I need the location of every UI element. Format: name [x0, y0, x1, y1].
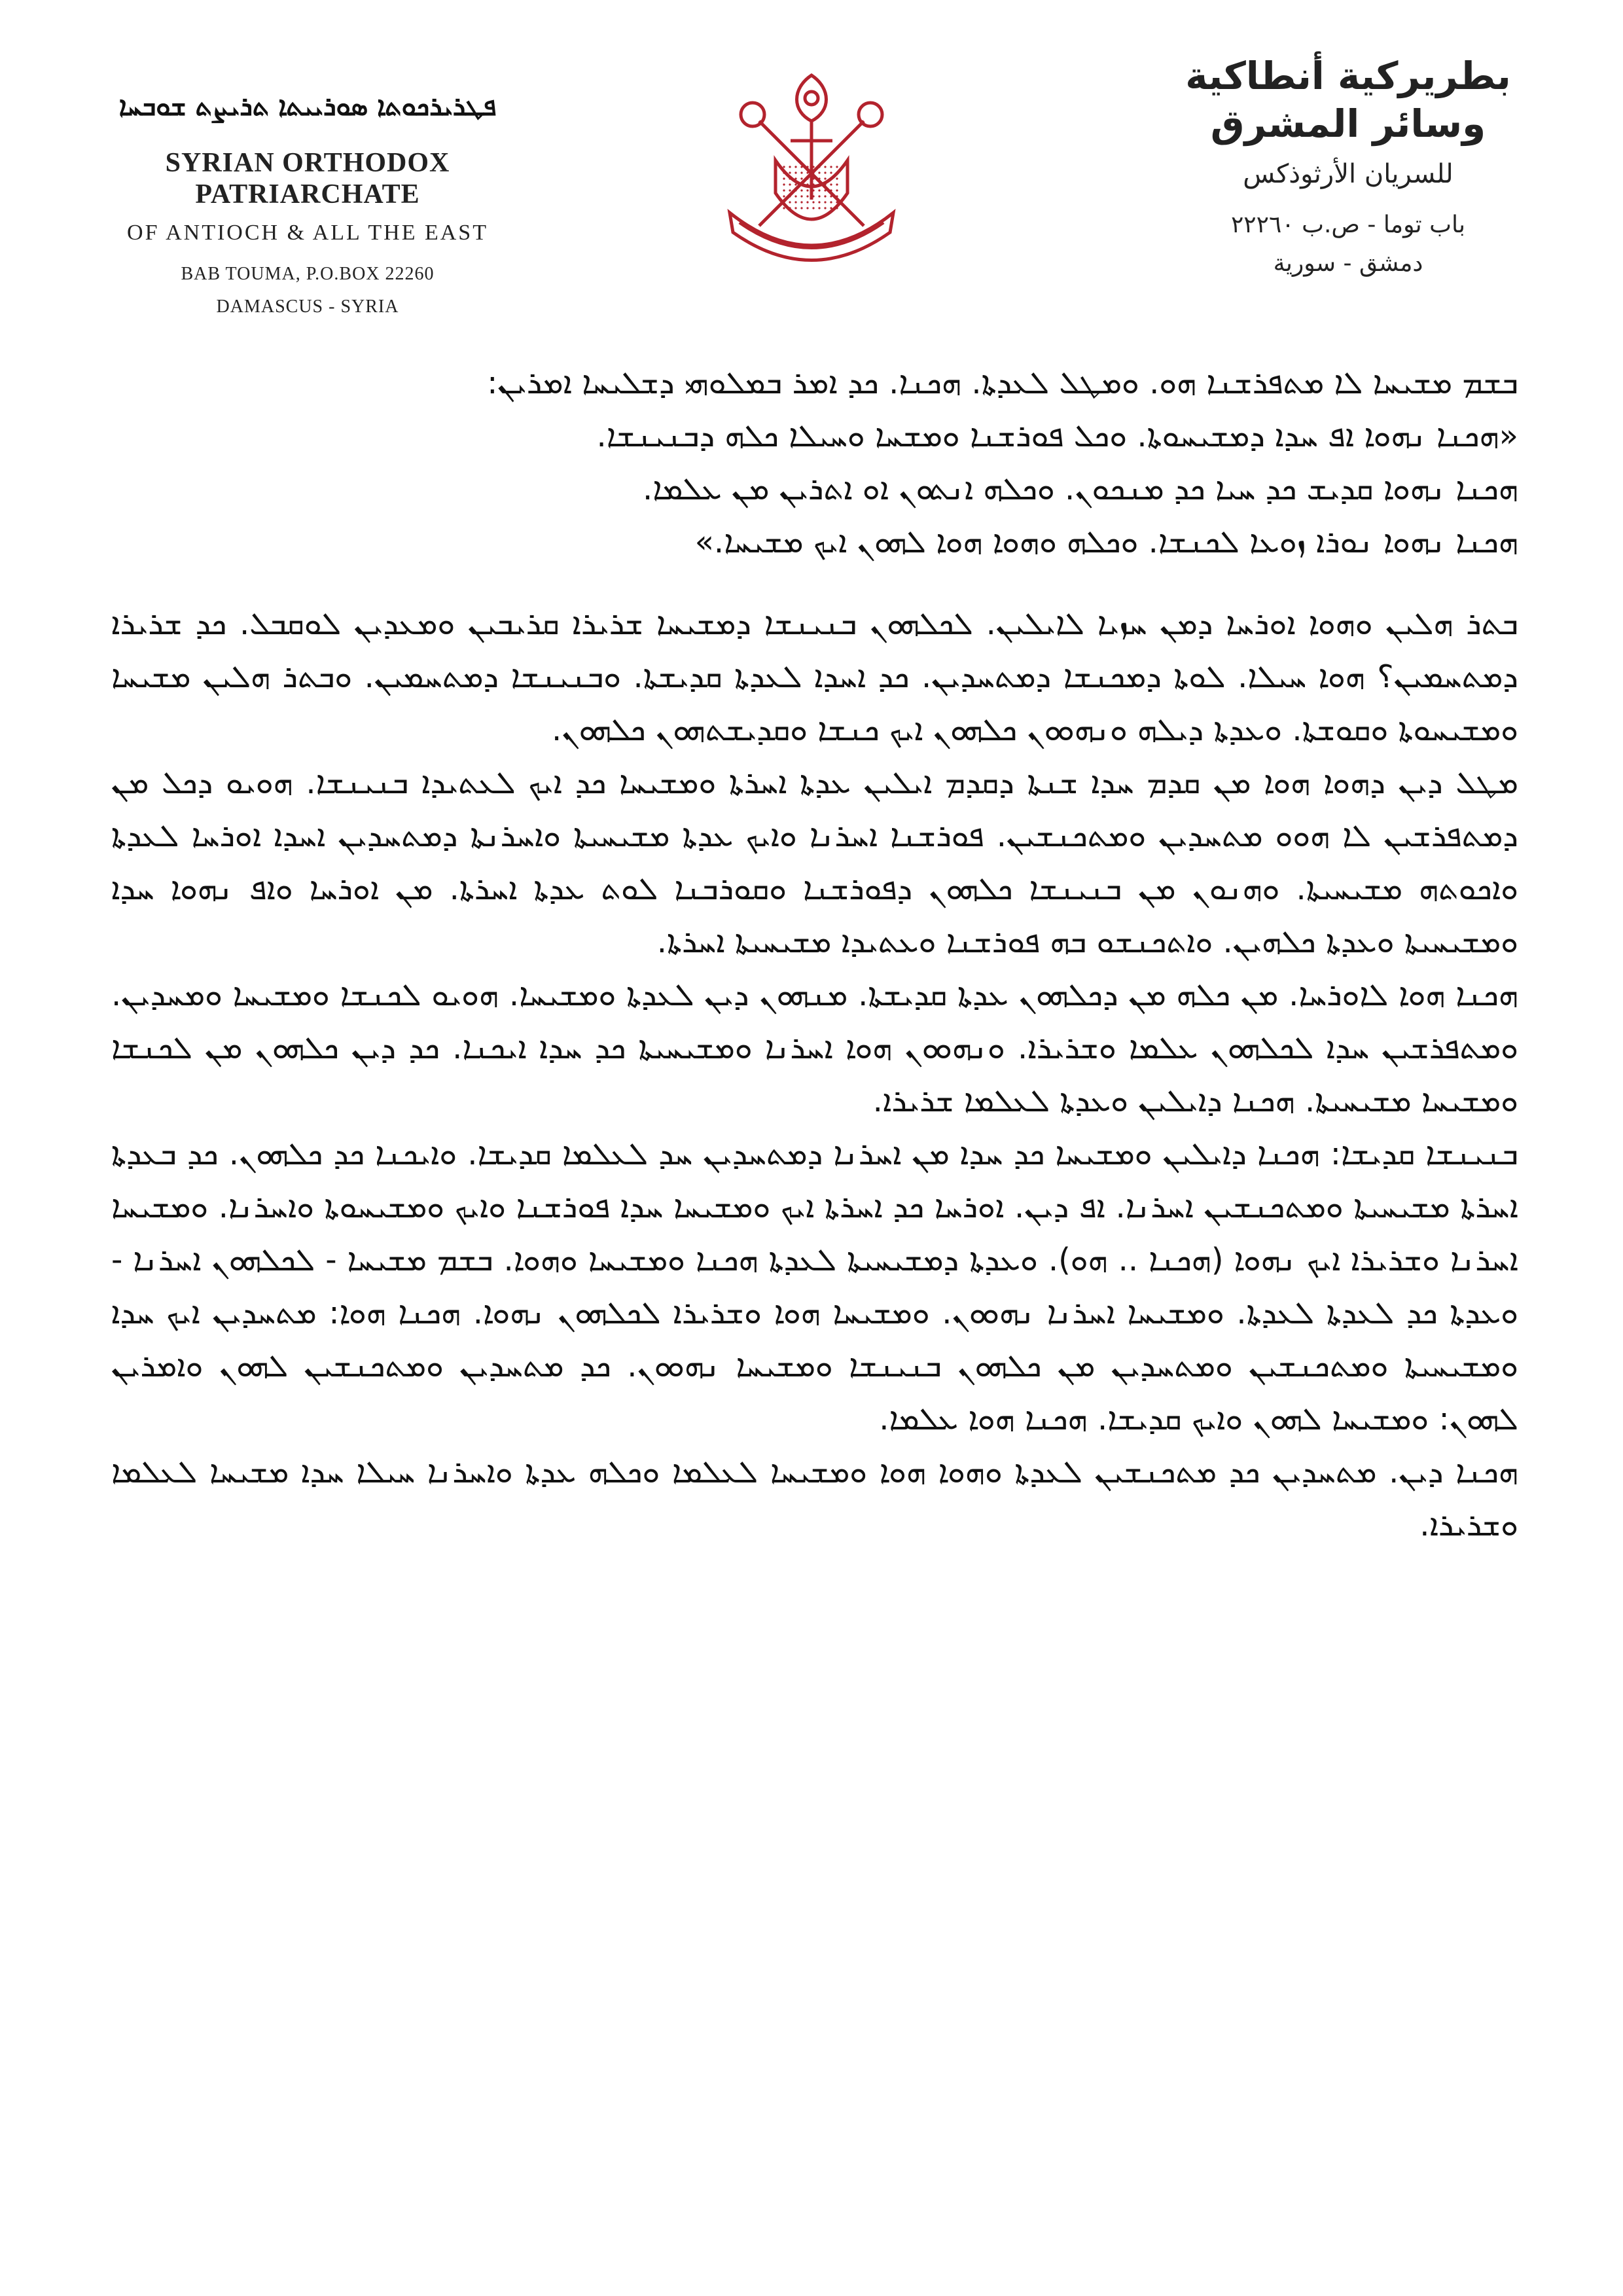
syriac-title: ܦܛܪܝܪܟܘܬܐ ܣܘܪܝܝܬܐ ܬܪܝܨܬ ܫܘܒܚܐ	[118, 92, 497, 122]
english-header	[79, 147, 537, 329]
body-line-1: ܒܫܡ ܡܫܝܚܐ ܠܐ ܡܬܦܪܫܢܐ ܗܘ. ܘܡܛܠ ܠܥܕܬܐ. ܗܟܢܐ. ܟܕ ܐܡܪ ܒܡܠܘܗܝ ܕܫܠܝܚܐ ܐܡܪܝܢ:	[487, 365, 1518, 401]
letter-body	[111, 357, 1518, 2032]
body-paragraph-5: ܒܢܝܢܫܐ ܩܕܝܫܐ: ܗܟܢܐ ܕܐܝܠܝܢ ܘܡܫܝܚܐ ܟܕ ܚܕܐ ܡܢ ܐܚܪܢܐ ܕܡܬܚܕܝܢ ܚܕ ܠܥܠܡܐ ܩܕܝܫܐ. ܘܐܝܟܢܐ ܟܕ ܟܠܗܘܢ. ܟܕ ܒܥܕܬܐ ܐܚܪܬܐ ܡܫܝܚܝܬܐ ܘܡܬܟܢܫܝܢ ܐܚܪܢܐ. ܐܦ ܕܝܢ. ܐܘܪܚܐ ܟܕ ܐܚܪܬܐ ܐܝܟ ܘܡܫܝܚܐ ܚܕܐ ܦܘܪܫܢܐ ܘܐܝܟ ܘܡܫܝܚܘܬܐ ܘܐܚܪܢܐ. ܘܡܫܝܚܐ ܐܚܪܢܐ ܘܫܪܝܪܐ ܐܝܟ ܢܗܘܐ (ܗܟܢܐ .. ܗܘ). ܘܥܕܬܐ ܕܡܫܝܚܝܬܐ ܠܥܕܬܐ ܗܟܢܐ ܘܡܫܝܚܐ ܘܗܘܐ. ܒܫܡ ܡܫܝܚܐ - ܠܟܠܗܘܢ ܐܚܪܢܐ - ܘܥܕܬܐ ܟܕ ܠܥܕܬܐ ܠܥܕܬܐ. ܘܡܫܝܚܐ ܐܚܪܢܐ ܢܗܘܘܢ. ܘܡܫܝܚܐ ܗܘܐ ܘܫܪܝܪܐ ܠܟܠܗܘܢ ܢܗܘܐ. ܗܟܢܐ ܗܘܐ: ܡܬܚܕܝܢ ܐܝܟ ܚܕܐ ܘܡܫܝܚܝܬܐ ܘܡܬܟܢܫܝܢ ܘܡܬܚܕܝܢ ܡܢ ܟܠܗܘܢ ܒܢܝܢܫܐ ܘܡܫܝܚܐ ܢܗܘܘܢ. ܟܕ ܡܬܚܕܝܢ ܘܡܬܟܢܫܝܢ ܠܗܘܢ ܘܐܡܪܝܢ ܠܗܘܢ: ܘܡܫܝܚܐ ܠܗܘܢ ܘܐܝܟ ܩܕܝܫܐ. ܗܟܢܐ ܗܘܐ ܥܠܡܐ.	[111, 1136, 1518, 1437]
body-line-4: ܗܟܢܐ ܢܗܘܐ ܢܘܪܐ ܙܘܥܐ ܠܟܢܫܐ. ܘܟܠܗ ܘܗܘܐ ܗܘܐ ܠܗܘܢ ܐܝܟ ܡܫܝܚܐ.»	[694, 524, 1518, 560]
arabic-title: بطريركية أنطاكية وسائر المشرق	[1185, 54, 1511, 146]
english-address-line1: BAB TOUMA, P.O.BOX 22260	[181, 264, 435, 284]
english-address-line2: DAMASCUS - SYRIA	[216, 296, 399, 317]
body-paragraph-6: ܗܟܢܐ ܕܝܢ. ܡܬܚܕܝܢ ܟܕ ܡܬܟܢܫܝܢ ܠܥܕܬܐ ܘܗܘܐ ܗܘܐ ܘܡܫܝܚܐ ܠܥܠܡܐ ܘܟܠܗ ܥܕܬܐ ܘܐܚܪܢܐ ܚܝܠܐ ܚܕܐ ܡܫܝܚܐ ܠܥܠܡܐ ܘܫܪܝܪܐ.	[111, 1454, 1518, 1543]
body-paragraph-4: ܗܟܢܐ ܗܘܐ ܠܐܘܪܚܐ. ܡܢ ܟܠܗ ܡܢ ܕܟܠܗܘܢ ܥܕܬܐ ܩܕܝܫܬܐ. ܡܢܗܘܢ ܕܝܢ ܠܥܕܬܐ ܘܡܫܝܚܐ. ܗܘܝܘ ܠܟܢܫܐ ܘܡܫܝܚܐ ܘܡܚܕܝܢ. ܘܡܬܦܪܫܝܢ ܚܕܐ ܠܟܠܗܘܢ ܥܠܡܐ ܘܫܪܝܪܐ. ܘܢܗܘܘܢ ܗܘܐ ܐܚܪܢܐ ܘܡܫܝܚܝܬܐ ܟܕ ܚܕܐ ܐܝܟܢܐ. ܟܕ ܕܝܢ ܟܠܗܘܢ ܡܢ ܠܟܢܫܐ ܘܡܫܝܚܐ ܡܫܝܚܝܬܐ. ܗܟܢܐ ܕܐܝܠܝܢ ܘܥܕܬܐ ܠܥܠܡܐ ܫܪܝܪܐ.	[111, 977, 1518, 1119]
letterhead	[0, 0, 1623, 327]
english-subtitle: OF ANTIOCH & ALL THE EAST	[127, 221, 488, 245]
english-title: SYRIAN ORTHODOX PATRIARCHATE	[165, 148, 450, 209]
body-line-3: ܗܟܢܐ ܢܗܘܐ ܩܕܝܫ ܟܕ ܚܝܐ ܟܕ ܡܢܟܘܢ. ܘܟܠܗ ܐܢܬܘܢ ܐܘ ܐܬܪܝܢ ܡܢ ܥܠܡܐ.	[642, 471, 1518, 507]
arabic-header	[1152, 52, 1544, 289]
arabic-address-line1: باب توما - ص.ب ٢٢٢٦٠	[1230, 211, 1466, 238]
body-paragraph-2: ܒܬܪ ܗܠܝܢ ܘܗܘܐ ܐܘܪܚܐ ܕܡܢ ܚܙܝܐ ܠܐܝܠܝܢ. ܠܟܠܗܘܢ ܒܢܝܢܫܐ ܕܡܫܝܚܐ ܫܪܝܪܐ ܩܪܝܒܝܢ ܘܡܥܕܝܢ ܠܘܩܒܠ. ܟܕ ܫܪܝܪܐ ܕܡܬܚܡܝܢ؟ ܗܘܐ ܚܝܠܐ. ܠܘܬܐ ܕܡܟܢܫܐ ܕܡܬܚܕܝܢ. ܟܕ ܐܚܕܐ ܠܥܕܬܐ ܩܕܝܫܬܐ. ܘܒܢܝܢܫܐ ܕܡܬܚܡܝܢ. ܘܒܬܪ ܗܠܝܢ ܡܫܝܚܐ ܘܡܫܝܚܘܬܐ ܘܩܘܫܬܐ. ܘܥܕܬܐ ܕܝܠܗ ܘܢܗܘܘܢ ܟܠܗܘܢ ܐܝܟ ܟܢܫܐ ܘܩܕܝܫܬܗܘܢ ܟܠܗܘܢ.	[111, 605, 1518, 748]
patriarchate-emblem-icon	[713, 62, 910, 278]
arabic-subtitle: للسريان الأرثوذكس	[1243, 159, 1454, 189]
body-paragraph-3: ܡܛܠ ܕܝܢ ܕܗܘܐ ܗܘܐ ܡܢ ܩܕܡ ܚܕܐ ܫܢܬܐ ܕܩܕܡ ܐܝܠܝܢ ܥܕܬܐ ܐܚܪܬܐ ܘܡܫܝܚܐ ܟܕ ܐܝܟ ܠܥܬܝܕܐ ܒܢܝܢܫܐ. ܗܘܝܘ ܕܟܠ ܡܢ ܕܡܬܦܪܫܝܢ ܠܐ ܗܘܘ ܡܬܚܕܝܢ ܘܡܬܟܢܫܝܢ. ܦܘܪܫܢܐ ܐܚܪܢܐ ܘܐܝܟ ܥܕܬܐ ܡܫܝܚܝܬܐ ܘܐܚܪܢܬܐ ܕܡܬܚܕܝܢ ܐܚܕܐ ܐܘܪܚܐ ܠܥܕܬܐ ܘܐܟܘܬܗ ܡܫܝܚܝܬܐ. ܘܗܢܘܢ ܡܢ ܒܢܝܢܫܐ ܟܠܗܘܢ ܕܦܘܪܫܢܐ ܘܩܘܪܒܢܐ ܠܘܬ ܥܕܬܐ ܐܚܪܬܐ. ܡܢ ܐܘܪܚܐ ܘܐܦ ܢܗܘܐ ܚܕܐ ܘܡܫܝܚܝܬܐ ܘܥܕܬܐ ܟܠܗܝܢ. ܘܐܬܟܢܫܘ ܒܗ ܦܘܪܫܢܐ ܘܥܬܝܕܐ ܡܫܝܚܝܬܐ ܐܚܪܬܐ.	[111, 764, 1518, 960]
body-line-2: «ܗܟܢܐ ܢܗܘܐ ܐܦ ܚܕܐ ܕܡܫܝܚܘܬܐ. ܘܟܠ ܦܘܪܫܢܐ ܘܡܫܚܐ ܘܚܝܠܐ ܟܠܗ ܕܒܢܝܢܫܐ.	[596, 418, 1518, 454]
arabic-address-line2: دمشق - سورية	[1273, 250, 1423, 277]
